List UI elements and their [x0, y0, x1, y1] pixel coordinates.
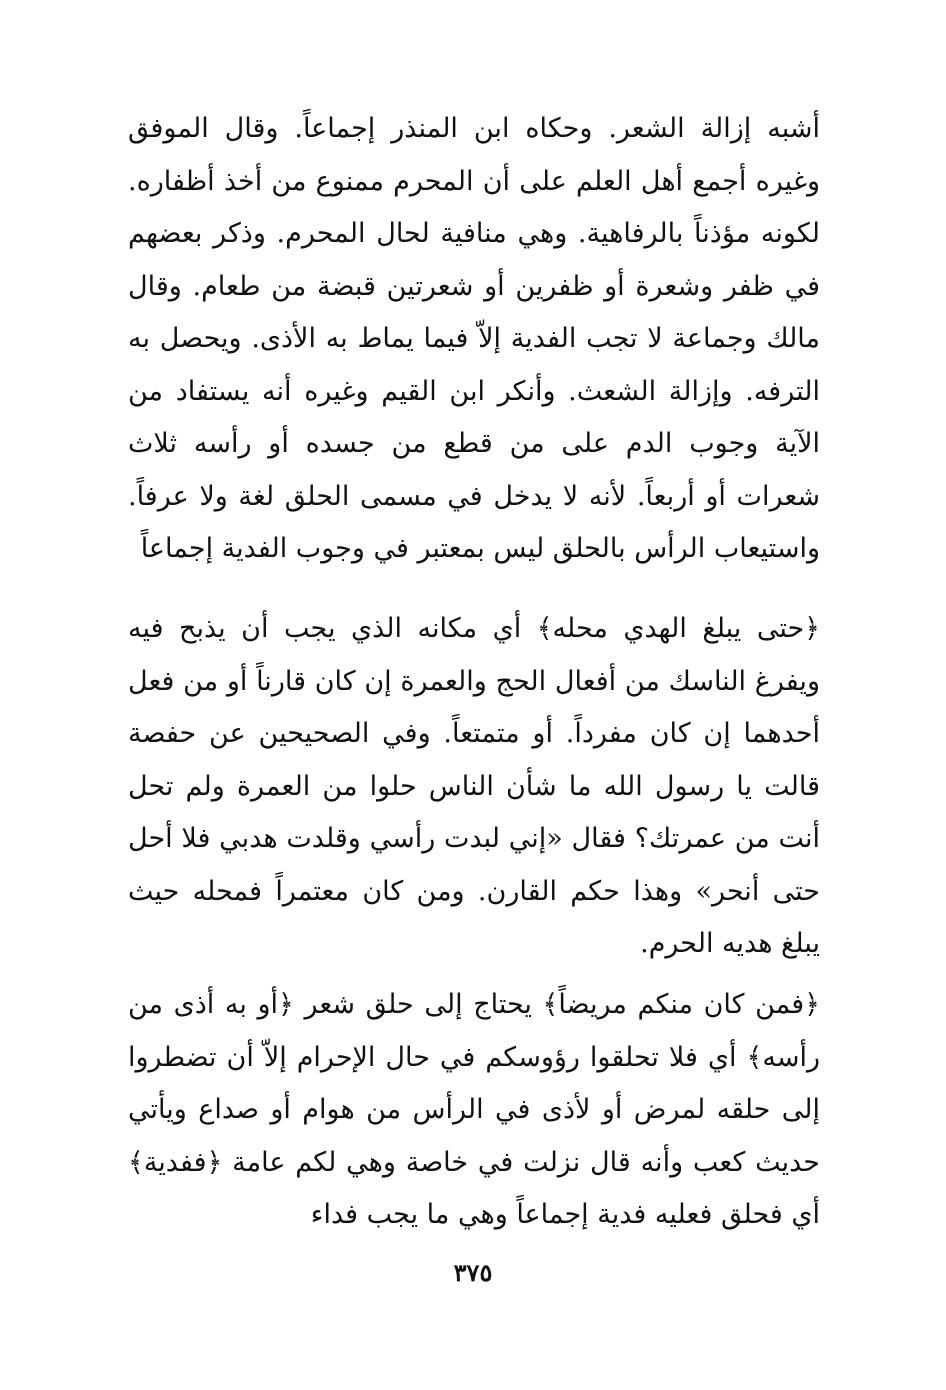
- paragraph-1: أشبه إزالة الشعر. وحكاه ابن المنذر إجماعاً. وقال الموفق وغيره أجمع أهل العلم على أن المحرم ممنوع من أخذ أظفاره. لكونه مؤذناً بالرفاهية. وهي منافية لحال المحرم. وذكر بعضهم في ظفر وشعرة أو ظفرين أو شعرتين قبضة من طعام. وقال مالك وجماعة لا تجب الفدية إلاّ فيما يماط به الأذى. ويحصل به الترفه. وإزالة الشعث. وأنكر ابن القيم وغيره أنه يستفاد من الآية وجوب الدم على من قطع من جسده أو رأسه ثلاث شعرات أو أربعاً. لأنه لا يدخل في مسمى الحلق لغة ولا عرفاً. واستيعاب الرأس بالحلق ليس بمعتبر في وجوب الفدية إجماعاً: [128, 113, 820, 564]
- paragraph-2: ﴿حتى يبلغ الهدي محله﴾ أي مكانه الذي يجب أن يذبح فيه ويفرغ الناسك من أفعال الحج والعمرة إن كان قارناً أو من فعل أحدهما إن كان مفرداً. أو متمتعاً. وفي الصحيحين عن حفصة قالت يا رسول الله ما شأن الناس حلوا من العمرة ولم تحل أنت من عمرتك؟ فقال «إني لبدت رأسي وقلدت هدبي فلا أحل حتى أنحر» وهذا حكم القارن. ومن كان معتمراً فمحله حيث يبلغ هديه الحرم.: [128, 613, 820, 959]
- page-number: ٣٧٥: [453, 1258, 493, 1287]
- paragraph-3: ﴿فمن كان منكم مريضاً﴾ يحتاج إلى حلق شعر ﴿أو به أذى من رأسه﴾ أي فلا تحلقوا رؤوسكم في حال الإحرام إلاّ أن تضطروا إلى حلقه لمرض أو لأذى في الرأس من هوام أو صداع ويأتي حديث كعب وأنه قال نزلت في خاصة وهي لكم عامة ﴿ففدية﴾ أي فحلق فعليه فدية إجماعاً وهي ما يجب فداء: [128, 989, 820, 1230]
